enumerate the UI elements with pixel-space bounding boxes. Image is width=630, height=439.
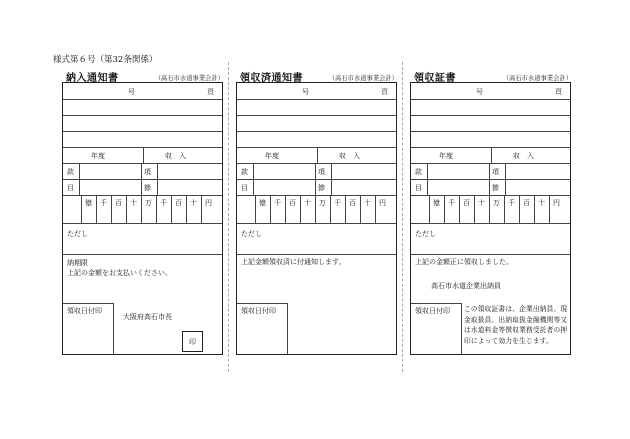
issuer-name: 高石市水道企業出納員	[431, 282, 501, 290]
digit-label: 十	[478, 199, 485, 207]
kou-label: 項	[318, 168, 325, 176]
deadline-label: 納期限	[67, 259, 88, 267]
notice-text: 上記金額領収済に付通知します。	[241, 258, 346, 266]
kan-label: 款	[241, 168, 248, 176]
digit-label: 万	[319, 199, 326, 207]
payment-notice-panel	[62, 66, 224, 370]
digit-label: 百	[289, 199, 296, 207]
bureau-label: （高石市水道事業会計）	[154, 75, 224, 82]
page-label: 頁	[207, 88, 214, 96]
fiscal-year-label: 年度	[265, 152, 279, 160]
issuer-name: 大阪府高石市長	[123, 313, 172, 321]
digit-label: 円	[553, 199, 560, 207]
receipt-date-stamp-label: 領収日付印	[415, 307, 450, 315]
notice-text: 上記の金額正に領収しました。	[415, 258, 513, 266]
digit-label: 千	[508, 199, 515, 207]
digit-label: 億	[259, 199, 266, 207]
kou-label: 項	[492, 168, 499, 176]
cut-line	[402, 62, 403, 372]
kan-label: 款	[67, 168, 74, 176]
revenue-label: 収 入	[339, 152, 360, 160]
digit-label: 千	[160, 199, 167, 207]
digit-label: 十	[538, 199, 545, 207]
digit-label: 億	[85, 199, 92, 207]
moku-label: 目	[415, 184, 422, 192]
digit-label: 千	[334, 199, 341, 207]
setsu-label: 節	[318, 184, 325, 192]
setsu-label: 節	[144, 184, 151, 192]
number-label: 号	[128, 88, 135, 96]
receipt-date-stamp-label: 領収日付印	[241, 307, 276, 315]
digit-label: 万	[145, 199, 152, 207]
receipt-date-stamp-label: 領収日付印	[67, 307, 102, 315]
fiscal-year-label: 年度	[91, 152, 105, 160]
number-label: 号	[302, 88, 309, 96]
digit-label: 十	[190, 199, 197, 207]
seal-box: 印	[182, 331, 203, 352]
bureau-label: （高石市水道事業会計）	[328, 75, 398, 82]
digit-label: 千	[448, 199, 455, 207]
digit-label: 百	[523, 199, 530, 207]
digit-label: 百	[463, 199, 470, 207]
proviso-label: ただし	[67, 230, 88, 238]
form-table	[410, 82, 571, 355]
setsu-label: 節	[492, 184, 499, 192]
digit-label: 千	[100, 199, 107, 207]
digit-label: 円	[379, 199, 386, 207]
form-header: 様式第６号（第32条関係）	[53, 55, 158, 65]
proviso-label: ただし	[415, 230, 436, 238]
digit-label: 百	[115, 199, 122, 207]
digit-label: 十	[304, 199, 311, 207]
digit-label: 百	[349, 199, 356, 207]
proviso-label: ただし	[241, 230, 262, 238]
revenue-label: 収 入	[513, 152, 534, 160]
panel-title: 領収証書	[414, 73, 456, 84]
receipt-notice-panel	[236, 66, 398, 370]
form-table	[236, 82, 397, 355]
form-table	[62, 82, 223, 355]
page-label: 頁	[555, 88, 562, 96]
digit-label: 円	[205, 199, 212, 207]
bureau-label: （高石市水道事業会計）	[502, 75, 572, 82]
receipt-panel	[410, 66, 572, 370]
panel-title: 納入通知書	[66, 73, 119, 84]
fiscal-year-label: 年度	[439, 152, 453, 160]
notice-text: 上記の金額をお支払いください。	[67, 269, 172, 277]
kan-label: 款	[415, 168, 422, 176]
digit-label: 百	[175, 199, 182, 207]
digit-label: 万	[493, 199, 500, 207]
number-label: 号	[476, 88, 483, 96]
moku-label: 目	[67, 184, 74, 192]
moku-label: 目	[241, 184, 248, 192]
digit-label: 億	[433, 199, 440, 207]
panel-title: 領収済通知書	[240, 73, 303, 84]
revenue-label: 収 入	[165, 152, 186, 160]
page-label: 頁	[381, 88, 388, 96]
kou-label: 項	[144, 168, 151, 176]
cut-line	[228, 62, 229, 372]
digit-label: 十	[364, 199, 371, 207]
digit-label: 十	[130, 199, 137, 207]
digit-label: 千	[274, 199, 281, 207]
validity-note: この領収証書は、企業出納員、現金取扱員、出納取扱金融機関等又は水道料金等徴収業務受託者の押印によって効力を生じます。	[464, 305, 568, 345]
